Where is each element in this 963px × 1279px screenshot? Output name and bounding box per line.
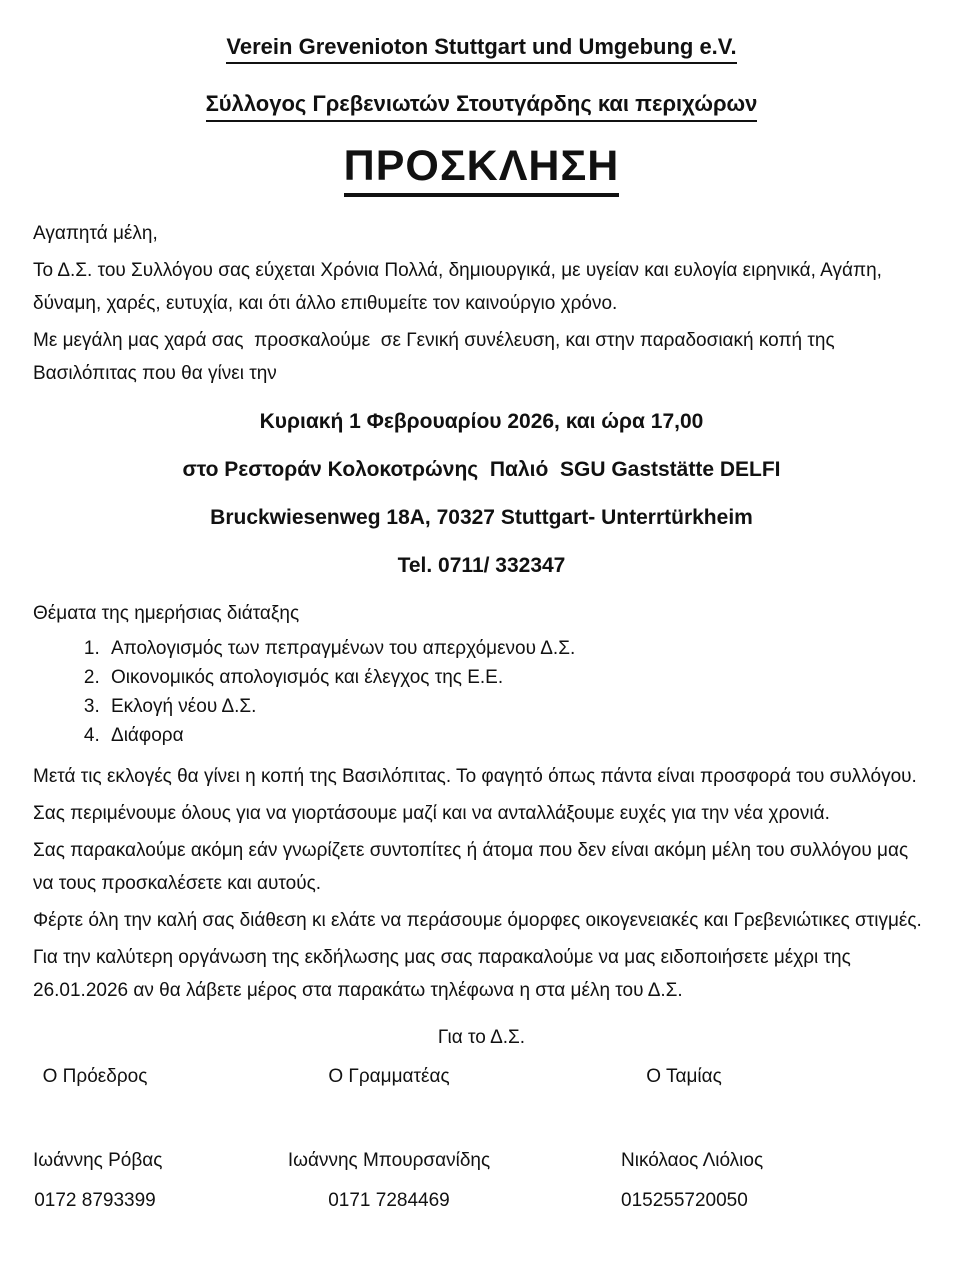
role-secretary: Ο Γραμματέας bbox=[328, 1065, 450, 1087]
club-name-greek: Σύλλογος Γρεβενιωτών Στουτγάρδης και περιχώρων bbox=[206, 91, 758, 121]
await-all-paragraph: Σας περιμένουμε όλους για να γιορτάσουμε μαζί και να ανταλλάξουμε ευχές για την νέα χρονιά. bbox=[33, 802, 830, 824]
good-mood-paragraph: Φέρτε όλη την καλή σας διάθεση κι ελάτε να περάσουμε όμορφες οικογενειακές και Γρεβενιώτικες στιγμές. bbox=[33, 909, 922, 931]
secretary-phone: 0171 7284469 bbox=[328, 1189, 450, 1211]
agenda-item-2: 2. Οικονομικός απολογισμός και έλεγχος της Ε.Ε. bbox=[105, 663, 930, 692]
event-phone: Tel. 0711/ 332347 bbox=[397, 553, 566, 577]
event-venue: στο Ρεστοράν Κολοκοτρώνης Παλιό SGU Gaststätte DELFI bbox=[182, 457, 781, 481]
agenda-list bbox=[33, 634, 930, 750]
signature-phones-row bbox=[33, 1188, 930, 1214]
agenda-heading: Θέματα της ημερήσιας διάταξης bbox=[33, 602, 300, 624]
rsvp-paragraph: Για την καλύτερη οργάνωση της εκδήλωσης μας σας παρακαλούμε να μας ειδοποιήσετε μέχρι της 26.01.2026 αν θα λάβετε μέρος στα παρακάτω τηλέφωνα η στα μέλη του Δ.Σ. bbox=[33, 946, 851, 1001]
club-name-german: Verein Grevenioton Stuttgart und Umgebung e.V. bbox=[226, 34, 736, 64]
agenda-item-3: 3. Εκλογή νέου Δ.Σ. bbox=[105, 692, 930, 721]
signature-roles-row bbox=[33, 1064, 930, 1090]
document-body bbox=[33, 217, 930, 1007]
role-president: Ο Πρόεδρος bbox=[42, 1065, 148, 1087]
role-treasurer: Ο Ταμίας bbox=[646, 1065, 722, 1087]
president-phone: 0172 8793399 bbox=[34, 1189, 156, 1211]
treasurer-phone: 015255720050 bbox=[621, 1189, 748, 1211]
secretary-name: Ιωάννης Μπουρσανίδης bbox=[287, 1149, 491, 1171]
agenda-item-1: 1. Απολογισμός των πεπραγμένων του απερχόμενου Δ.Σ. bbox=[105, 634, 930, 663]
signature-block bbox=[33, 1021, 930, 1214]
document-header bbox=[33, 28, 930, 197]
wishes-paragraph: Το Δ.Σ. του Συλλόγου σας εύχεται Χρόνια Πολλά, δημιουργικά, με υγείαν και ευλογία ειρηνικά, Αγάπη, δύναμη, χαρές, ευτυχία, και ότι άλλο επιθυμείτε τον καινούργιο χρόνο. bbox=[33, 259, 882, 314]
president-name: Ιωάννης Ρόβας bbox=[33, 1149, 163, 1171]
event-details bbox=[33, 405, 930, 582]
treasurer-name: Νικόλαος Λιόλιος bbox=[621, 1149, 764, 1171]
agenda-item-4: 4. Διάφορα bbox=[105, 721, 930, 750]
event-address: Bruckwiesenweg 18A, 70327 Stuttgart- Unterrtürkheim bbox=[210, 505, 753, 529]
salutation: Αγαπητά μέλη, bbox=[33, 222, 158, 244]
invitation-paragraph: Με μεγάλη μας χαρά σας προσκαλούμε σε Γενική συνέλευση, και στην παραδοσιακή κοπή της Βασιλόπιτας που θα γίνει την bbox=[33, 329, 840, 384]
signature-names-row bbox=[33, 1148, 930, 1174]
after-elections-paragraph: Μετά τις εκλογές θα γίνει η κοπή της Βασιλόπιτας. Το φαγητό όπως πάντα είναι προσφορά του συλλόγου. bbox=[33, 765, 917, 787]
invite-others-paragraph: Σας παρακαλούμε ακόμη εάν γνωρίζετε συντοπίτες ή άτομα που δεν είναι ακόμη μέλη του συλλόγου μας να τους προσκαλέσετε και αυτούς. bbox=[33, 839, 909, 894]
event-datetime: Κυριακή 1 Φεβρουαρίου 2026, και ώρα 17,00 bbox=[259, 409, 704, 433]
document-title: ΠΡΟΣΚΛΗΣΗ bbox=[344, 144, 620, 197]
for-the-board-line: Για το Δ.Σ. bbox=[437, 1026, 526, 1048]
